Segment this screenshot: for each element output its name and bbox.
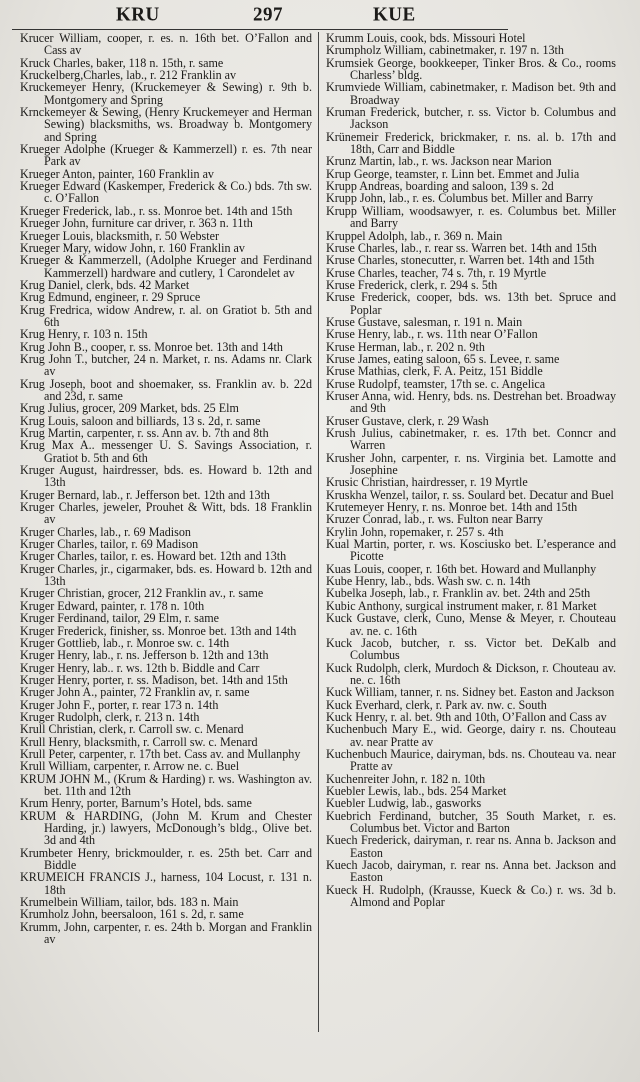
directory-entry: Kuck Gustave, clerk, Cuno, Mense & Meyer, r. Chouteau av. ne. c. 16th xyxy=(326,611,616,638)
right-column xyxy=(326,32,616,908)
directory-entry: Krupp William, woodsawyer, r. es. Columbus bet. Miller and Barry xyxy=(326,203,616,231)
directory-entry: Kuebler Lewis, lab., bds. 254 Market xyxy=(326,783,507,798)
directory-entry: Kuas Louis, cooper, r. 16th bet. Howard and Mullanphy xyxy=(326,561,597,576)
directory-entry: Kruser Anna, wid. Henry, bds. ns. Destrehan bet. Broadway and 9th xyxy=(326,388,616,416)
directory-entry: Kube Henry, lab., bds. Wash sw. c. n. 14th xyxy=(326,574,531,589)
directory-entry: Krug Fredrica, widow Andrew, r. al. on Gratiot b. 5th and 6th xyxy=(20,302,312,329)
directory-entry: Kruger Christian, grocer, 212 Franklin av., r. same xyxy=(20,586,264,601)
directory-entry: Kuck William, tanner, r. ns. Sidney bet. Easton and Jackson xyxy=(326,685,615,700)
directory-entry: Krug Louis, saloon and billiards, 13 s. 2d, r. same xyxy=(20,413,261,428)
directory-entry: Kruger Edward, painter, r. 178 n. 10th xyxy=(20,598,205,613)
directory-entry: Krug Joseph, boot and shoemaker, ss. Franklin av. b. 22d and 23d, r. same xyxy=(20,376,312,403)
directory-entry: Krueger & Kammerzell, (Adolphe Krueger and Ferdinand Kammerzell) hardware and cutlery, 1 Carondelet av xyxy=(20,253,312,280)
directory-entry: Krull Peter, carpenter, r. 17th bet. Cass av. and Mullanphy xyxy=(20,746,301,761)
directory-entry: Krumholz John, beersaloon, 161 s. 2d, r. same xyxy=(20,907,244,922)
directory-entry: Kruger Frederick, finisher, ss. Monroe bet. 13th and 14th xyxy=(20,623,297,638)
directory-entry: Krutemeyer Henry, r. ns. Monroe bet. 14th and 15th xyxy=(326,500,578,515)
directory-entry: Kruger Henry, porter, r. ss. Madison, bet. 14th and 15th xyxy=(20,672,288,687)
directory-entry: Kual Martin, porter, r. ws. Kosciusko bet. L’esperance and Picotte xyxy=(326,537,616,564)
directory-entry: Kruck Charles, baker, 118 n. 15th, r. same xyxy=(20,55,224,70)
directory-entry: Krueger Edward (Kaskemper, Frederick & Co.) bds. 7th sw. c. O’Fallon xyxy=(20,179,312,206)
directory-entry: Kruger Henry, lab., r. ns. Jefferson b. 12th and 13th xyxy=(20,648,269,663)
directory-entry: Krylin John, ropemaker, r. 257 s. 4th xyxy=(326,524,504,539)
directory-entry: Kruse Mathias, clerk, F. A. Peitz, 151 Biddle xyxy=(326,364,543,379)
directory-entry: Kruger Charles, jr., cigarmaker, bds. es. Howard b. 12th and 13th xyxy=(20,561,312,589)
directory-entry: Kruse Herman, lab., r. 202 n. 9th xyxy=(326,339,485,354)
directory-entry: Krusic Christian, hairdresser, r. 19 Myrtle xyxy=(326,475,528,490)
header-left-guide-word: KRU xyxy=(116,3,160,26)
directory-entry: Krueger Mary, widow John, r. 160 Franklin av xyxy=(20,240,245,255)
directory-entry: Krueger John, furniture car driver, r. 363 n. 11th xyxy=(20,216,253,231)
directory-entry: Krueger Frederick, lab., r. ss. Monroe bet. 14th and 15th xyxy=(20,203,293,218)
directory-entry: Krumsiek George, bookkeeper, Tinker Bros. & Co., rooms Charless’ bldg. xyxy=(326,55,616,83)
directory-entry: Kruger Charles, tailor, r. 69 Madison xyxy=(20,537,199,552)
directory-entry: KRUMEICH FRANCIS J., harness, 104 Locust, r. 131 n. 18th xyxy=(20,870,312,897)
directory-entry: Krucer William, cooper, r. es. n. 16th bet. O’Fallon and Cass av xyxy=(20,31,312,58)
directory-entry: Kubic Anthony, surgical instrument maker, r. 81 Market xyxy=(326,598,597,613)
directory-entry: Kuck Everhard, clerk, r. Park av. nw. c. South xyxy=(326,697,547,712)
directory-entry: Kruman Frederick, butcher, r. ss. Victor b. Columbus and Jackson xyxy=(326,105,616,132)
directory-entry: Kruser Gustave, clerk, r. 29 Wash xyxy=(326,413,489,428)
directory-entry: Krunz Martin, lab., r. ws. Jackson near Marion xyxy=(326,154,552,169)
directory-entry: Kruskha Wenzel, tailor, r. ss. Soulard bet. Decatur and Buel xyxy=(326,487,614,502)
directory-entry: Krumelbein William, tailor, bds. 183 n. Main xyxy=(20,895,239,910)
directory-entry: Kruse Henry, lab., r. ws. 11th near O’Fallon xyxy=(326,327,538,342)
directory-entry: Kuech Jacob, dairyman, r. rear ns. Anna bet. Jackson and Easton xyxy=(326,858,616,885)
directory-entry: Krug John T., butcher, 24 n. Market, r. ns. Adams nr. Clark av xyxy=(20,351,312,379)
directory-entry: Kruger Bernard, lab., r. Jefferson bet. 12th and 13th xyxy=(20,487,270,502)
directory-entry: Krug Martin, carpenter, r. ss. Ann av. b. 7th and 8th xyxy=(20,426,269,440)
directory-entry: Kruger Charles, tailor, r. es. Howard bet. 12th and 13th xyxy=(20,549,287,564)
directory-entry: Kuech Frederick, dairyman, r. rear ns. Anna b. Jackson and Easton xyxy=(326,833,616,860)
directory-entry: Kruzer Conrad, lab., r. ws. Fulton near Barry xyxy=(326,512,543,527)
directory-entry: Kubelka Joseph, lab., r. Franklin av. bet. 24th and 25th xyxy=(326,586,591,601)
directory-entry: Krull Henry, blacksmith, r. Carroll sw. c. Menard xyxy=(20,734,258,749)
directory-entry: Krupp John, lab., r. es. Columbus bet. Miller and Barry xyxy=(326,191,594,206)
directory-entry: Kuck Henry, r. al. bet. 9th and 10th, O’Fallon and Cass av xyxy=(326,709,607,724)
directory-entry: Kruckemeyer Henry, (Kruckemeyer & Sewing) r. 9th b. Montgomery and Spring xyxy=(20,80,312,107)
directory-entry: Krull Christian, clerk, r. Carroll sw. c. Menard xyxy=(20,722,244,737)
directory-entry: KRUM & HARDING, (John M. Krum and Chester Harding, jr.) lawyers, McDonough’s bldg., Olive bet. 3d and 4th xyxy=(20,808,312,848)
directory-entry: Kruger Charles, jeweler, Prouhet & Witt, bds. 18 Franklin av xyxy=(20,500,312,527)
directory-entry: Kruckelberg,Charles, lab., r. 212 Franklin av xyxy=(20,68,237,83)
directory-entry: Kruger Rudolph, clerk, r. 213 n. 14th xyxy=(20,709,200,724)
directory-entry: Kruger John A., painter, 72 Franklin av, r. same xyxy=(20,685,250,700)
directory-entry: Kueck H. Rudolph, (Krausse, Kueck & Co.) r. ws. 3d b. Almond and Poplar xyxy=(326,882,616,910)
directory-entry: Krug Edmund, engineer, r. 29 Spruce xyxy=(20,290,201,305)
directory-entry: Krup George, teamster, r. Linn bet. Emmet and Julia xyxy=(326,166,580,181)
directory-entry: Kruse Rudolpf, teamster, 17th se. c. Angelica xyxy=(326,376,546,391)
page-header xyxy=(0,2,640,28)
directory-entry: Kruger John F., porter, r. rear 173 n. 14th xyxy=(20,697,219,712)
directory-entry: Kuchenreiter John, r. 182 n. 10th xyxy=(326,771,486,786)
directory-entry: Kruse Charles, lab., r. rear ss. Warren bet. 14th and 15th xyxy=(326,240,597,255)
directory-entry: Krug Daniel, clerk, bds. 42 Market xyxy=(20,277,190,292)
directory-entry: Kruger August, hairdresser, bds. es. Howard b. 12th and 13th xyxy=(20,463,312,490)
directory-entry: Krush Julius, cabinetmaker, r. es. 17th bet. Conncr and Warren xyxy=(326,426,616,453)
directory-entry: Krumm, John, carpenter, r. es. 24th b. Morgan and Franklin av xyxy=(20,919,312,947)
directory-entry: Krum Henry, porter, Barnum’s Hotel, bds. same xyxy=(20,796,252,811)
directory-entry: Kruger Gottlieb, lab., r. Monroe sw. c. 14th xyxy=(20,635,230,650)
directory-entry: Krug Julius, grocer, 209 Market, bds. 25 Elm xyxy=(20,401,239,416)
directory-entry: Kruger Ferdinand, tailor, 29 Elm, r. same xyxy=(20,611,220,626)
directory-entry: Krumpholz William, cabinetmaker, r. 197 n. 13th xyxy=(326,43,564,58)
left-column xyxy=(20,32,312,945)
directory-entry: Krug Max A.. messenger U. S. Savings Association, r. Gratiot b. 5th and 6th xyxy=(20,438,312,465)
directory-entry: Krnckemeyer & Sewing, (Henry Kruckemeyer and Herman Sewing) blacksmiths, ws. Broadway b. Montgomery and Spring xyxy=(20,105,312,144)
directory-entry: Krumm Louis, cook, bds. Missouri Hotel xyxy=(326,31,526,45)
directory-entry: Kruse James, eating saloon, 65 s. Levee, r. same xyxy=(326,351,560,366)
directory-entry: Krueger Adolphe (Krueger & Kammerzell) r. es. 7th near Park av xyxy=(20,142,312,169)
directory-entry: Krull William, carpenter, r. Arrow ne. c. Buel xyxy=(20,759,240,774)
directory-entry: Kuebler Ludwig, lab., gasworks xyxy=(326,796,482,811)
directory-entry: Krusher John, carpenter, r. ns. Virginia bet. Lamotte and Josephine xyxy=(326,450,616,478)
header-right-guide-word: KUE xyxy=(373,3,416,26)
directory-entry: Krünemeir Frederick, brickmaker, r. ns. al. b. 17th and 18th, Carr and Biddle xyxy=(326,129,616,157)
directory-entry: Krumbeter Henry, brickmoulder, r. es. 25th bet. Carr and Biddle xyxy=(20,845,312,873)
directory-entry: Kruse Frederick, clerk, r. 294 s. 5th xyxy=(326,277,498,292)
header-rule xyxy=(12,29,508,30)
directory-entry: Krueger Anton, painter, 160 Franklin av xyxy=(20,166,214,181)
directory-entry: Krueger Louis, blacksmith, r. 50 Webster xyxy=(20,228,219,243)
page-number: 297 xyxy=(253,3,283,26)
directory-entry: Kruppel Adolph, lab., r. 369 n. Main xyxy=(326,228,503,243)
directory-entry: Kruse Charles, teacher, 74 s. 7th, r. 19 Myrtle xyxy=(326,265,547,280)
directory-entry: Krumviede William, cabinetmaker, r. Madison bet. 9th and Broadway xyxy=(326,80,616,107)
directory-entry: Kuck Rudolph, clerk, Murdoch & Dickson, r. Chouteau av. ne. c. 16th xyxy=(326,660,616,687)
directory-entry: Krug John B., cooper, r. ss. Monroe bet. 13th and 14th xyxy=(20,339,283,354)
directory-entry: Kruse Charles, stonecutter, r. Warren bet. 14th and 15th xyxy=(326,253,595,268)
directory-entry: Kruse Gustave, salesman, r. 191 n. Main xyxy=(326,314,523,329)
directory-entry: Kuchenbuch Mary E., wid. George, dairy r. ns. Chouteau av. near Pratte av xyxy=(326,722,616,749)
directory-entry: Krug Henry, r. 103 n. 15th xyxy=(20,327,148,342)
directory-entry: KRUM JOHN M., (Krum & Harding) r. ws. Washington av. bet. 11th and 12th xyxy=(20,771,312,798)
directory-entry: Kuck Jacob, butcher, r. ss. Victor bet. DeKalb and Columbus xyxy=(326,635,616,663)
directory-entry: Kuchenbuch Maurice, dairyman, bds. ns. Chouteau va. near Pratte av xyxy=(326,746,616,774)
column-divider xyxy=(318,32,319,1032)
directory-entry: Kruse Frederick, cooper, bds. ws. 13th bet. Spruce and Poplar xyxy=(326,290,616,317)
directory-entry: Krupp Andreas, boarding and saloon, 139 s. 2d xyxy=(326,179,554,194)
directory-entry: Kruger Charles, lab., r. 69 Madison xyxy=(20,524,191,539)
directory-entry: Kuebrich Ferdinand, butcher, 35 South Market, r. es. Columbus bet. Victor and Barton xyxy=(326,808,616,835)
directory-entry: Kruger Henry, lab.. r. ws. 12th b. Biddle and Carr xyxy=(20,660,260,675)
